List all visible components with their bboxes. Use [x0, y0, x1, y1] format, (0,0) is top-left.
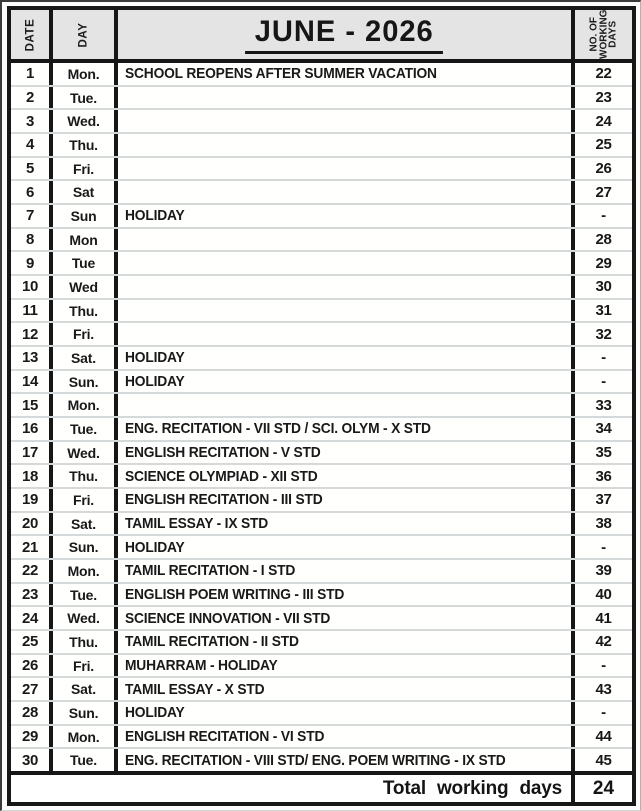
date-cell: 29: [11, 726, 53, 748]
event-cell: [118, 513, 575, 535]
event-cell: [118, 323, 575, 345]
working-days-cell: -: [601, 373, 606, 391]
event-text: ENGLISH RECITATION - V STD: [125, 444, 321, 462]
working-days-cell: -: [601, 657, 606, 675]
event-cell: [118, 560, 575, 582]
event-cell: [118, 655, 575, 677]
event-text: HOLIDAY: [125, 207, 185, 225]
table-row: [11, 345, 632, 369]
day-cell: Sun.: [53, 371, 118, 393]
event-cell: [118, 726, 575, 748]
event-cell: [118, 205, 575, 227]
working-days-cell: 23: [595, 89, 612, 106]
table-row: [11, 85, 632, 109]
working-days-column-header-cell: [575, 10, 632, 59]
day-cell: Sat.: [53, 513, 118, 535]
event-cell: [118, 465, 575, 487]
working-days-cell: -: [601, 704, 606, 722]
table-row: [11, 203, 632, 227]
working-days-cell: 35: [595, 444, 612, 462]
day-cell: Thu.: [53, 631, 118, 653]
working-days-cell: 30: [595, 278, 612, 296]
day-cell: Thu.: [53, 300, 118, 322]
working-days-cell: 25: [595, 136, 612, 154]
table-row: [11, 558, 632, 582]
table-header-row: [11, 10, 632, 63]
table-row: [11, 392, 632, 416]
event-text: HOLIDAY: [125, 538, 185, 556]
date-cell: 28: [11, 702, 53, 724]
event-text: HOLIDAY: [125, 704, 185, 722]
working-days-cell: 31: [595, 302, 612, 320]
total-working-days-label: Total working days: [11, 775, 575, 802]
date-cell: 20: [11, 513, 53, 535]
working-days-cell: 24: [595, 112, 612, 130]
event-text: SCIENCE INNOVATION - VII STD: [125, 609, 331, 627]
event-cell: [118, 536, 575, 558]
event-cell: [118, 229, 575, 251]
working-days-column-header: [589, 10, 618, 59]
event-text: TAMIL RECITATION - II STD: [125, 633, 299, 651]
date-cell: 1: [11, 63, 53, 85]
day-cell: Wed.: [53, 607, 118, 629]
table-row: [11, 487, 632, 511]
table-footer-row: [11, 771, 632, 802]
event-cell: [118, 134, 575, 156]
event-cell: [118, 181, 575, 203]
table-row: [11, 511, 632, 535]
table-row: [11, 582, 632, 606]
table-row: [11, 440, 632, 464]
day-cell: Wed.: [53, 110, 118, 132]
date-cell: 13: [11, 347, 53, 369]
date-cell: 10: [11, 276, 53, 298]
day-cell: Tue.: [53, 749, 118, 771]
event-text: TAMIL ESSAY - IX STD: [125, 515, 269, 533]
working-days-header-line-2: WORKING: [597, 9, 609, 60]
working-days-cell: 42: [595, 633, 612, 651]
event-cell: [118, 158, 575, 180]
working-days-cell: 37: [595, 491, 612, 509]
table-row: [11, 605, 632, 629]
day-cell: Mon.: [53, 394, 118, 416]
day-column-header-cell: [53, 10, 118, 59]
table-row: [11, 321, 632, 345]
event-cell: [118, 300, 575, 322]
event-cell: [118, 489, 575, 511]
working-days-cell: -: [601, 349, 606, 367]
table-row: [11, 274, 632, 298]
day-cell: Thu.: [53, 465, 118, 487]
table-row: [11, 653, 632, 677]
day-cell: Mon: [53, 229, 118, 251]
day-cell: Tue: [53, 252, 118, 274]
event-cell: [118, 63, 575, 85]
event-text: ENG. RECITATION - VII STD / SCI. OLYM - X STD: [125, 420, 431, 438]
date-cell: 5: [11, 158, 53, 180]
working-days-cell: 27: [595, 183, 612, 201]
day-cell: Sat: [53, 181, 118, 203]
table-row: [11, 534, 632, 558]
event-text: ENGLISH POEM WRITING - III STD: [125, 586, 345, 604]
working-days-cell: 22: [595, 65, 612, 83]
date-cell: 11: [11, 300, 53, 322]
date-cell: 3: [11, 110, 53, 132]
month-title: JUNE - 2026: [245, 15, 443, 54]
day-cell: Wed.: [53, 442, 118, 464]
event-cell: [118, 252, 575, 274]
event-text: TAMIL ESSAY - X STD: [125, 680, 265, 698]
working-days-cell: 28: [595, 231, 612, 249]
date-cell: 16: [11, 418, 53, 440]
day-cell: Tue.: [53, 418, 118, 440]
event-text: TAMIL RECITATION - I STD: [125, 562, 296, 580]
date-cell: 12: [11, 323, 53, 345]
day-cell: Sat.: [53, 347, 118, 369]
day-cell: Mon.: [53, 63, 118, 85]
event-cell: [118, 371, 575, 393]
table-row: [11, 463, 632, 487]
working-days-cell: -: [601, 538, 606, 556]
event-text: SCIENCE OLYMPIAD - XII STD: [125, 467, 318, 485]
date-cell: 23: [11, 584, 53, 606]
date-cell: 9: [11, 252, 53, 274]
working-days-cell: 41: [595, 609, 612, 627]
date-cell: 14: [11, 371, 53, 393]
working-days-cell: 26: [595, 160, 612, 178]
day-cell: Sun: [53, 205, 118, 227]
table-row: [11, 298, 632, 322]
day-cell: Fri.: [53, 655, 118, 677]
event-text: HOLIDAY: [125, 349, 185, 367]
working-days-cell: 36: [595, 467, 612, 485]
day-cell: Mon.: [53, 560, 118, 582]
date-cell: 15: [11, 394, 53, 416]
day-cell: Thu.: [53, 134, 118, 156]
date-cell: 27: [11, 678, 53, 700]
working-days-header-line-3: DAYS: [607, 21, 619, 48]
date-column-header-cell: [11, 10, 53, 59]
day-cell: Fri.: [53, 323, 118, 345]
date-cell: 19: [11, 489, 53, 511]
event-cell: [118, 678, 575, 700]
event-cell: [118, 276, 575, 298]
table-row: [11, 156, 632, 180]
event-cell: [118, 110, 575, 132]
date-cell: 24: [11, 607, 53, 629]
table-row: [11, 179, 632, 203]
day-cell: Sun.: [53, 536, 118, 558]
date-cell: 4: [11, 134, 53, 156]
table-row: [11, 747, 632, 771]
event-cell: [118, 584, 575, 606]
june-calendar-table: [7, 6, 636, 806]
working-days-cell: 33: [595, 396, 612, 414]
day-cell: Mon.: [53, 726, 118, 748]
working-days-cell: 32: [595, 325, 612, 343]
working-days-cell: 34: [595, 420, 612, 438]
event-text: ENG. RECITATION - VIII STD/ ENG. POEM WRITING - IX STD: [125, 751, 506, 769]
working-days-cell: 29: [595, 254, 612, 272]
event-text: ENGLISH RECITATION - III STD: [125, 491, 323, 509]
month-title-cell: [118, 10, 575, 59]
event-cell: [118, 394, 575, 416]
working-days-cell: 44: [595, 728, 612, 746]
date-cell: 22: [11, 560, 53, 582]
working-days-cell: 38: [595, 515, 612, 533]
day-cell: Sun.: [53, 702, 118, 724]
date-cell: 6: [11, 181, 53, 203]
event-cell: [118, 442, 575, 464]
date-cell: 2: [11, 87, 53, 109]
table-row: [11, 63, 632, 85]
date-cell: 21: [11, 536, 53, 558]
event-text: ENGLISH RECITATION - VI STD: [125, 728, 325, 746]
table-body: [11, 63, 632, 771]
working-days-cell: 40: [595, 586, 612, 604]
date-cell: 17: [11, 442, 53, 464]
event-text: MUHARRAM - HOLIDAY: [125, 657, 278, 675]
table-row: [11, 676, 632, 700]
day-cell: Tue.: [53, 87, 118, 109]
day-cell: Fri.: [53, 158, 118, 180]
table-row: [11, 369, 632, 393]
date-cell: 8: [11, 229, 53, 251]
date-cell: 30: [11, 749, 53, 771]
table-row: [11, 700, 632, 724]
event-cell: [118, 347, 575, 369]
day-column-header: DAY: [77, 21, 90, 48]
day-cell: Sat.: [53, 678, 118, 700]
date-cell: 25: [11, 631, 53, 653]
total-working-days-value: 24: [592, 777, 615, 799]
working-days-cell: 45: [595, 751, 612, 769]
date-cell: 18: [11, 465, 53, 487]
event-cell: [118, 749, 575, 771]
table-row: [11, 629, 632, 653]
event-text: SCHOOL REOPENS AFTER SUMMER VACATION: [125, 65, 437, 83]
date-cell: 26: [11, 655, 53, 677]
working-days-cell: -: [601, 207, 606, 225]
event-cell: [118, 418, 575, 440]
day-cell: Wed: [53, 276, 118, 298]
event-cell: [118, 87, 575, 109]
day-cell: Fri.: [53, 489, 118, 511]
event-cell: [118, 607, 575, 629]
table-row: [11, 227, 632, 251]
event-cell: [118, 702, 575, 724]
table-row: [11, 250, 632, 274]
working-days-cell: 43: [595, 680, 612, 698]
table-row: [11, 108, 632, 132]
day-cell: Tue.: [53, 584, 118, 606]
working-days-cell: 39: [595, 562, 612, 580]
table-row: [11, 132, 632, 156]
date-column-header: DATE: [23, 18, 36, 51]
event-cell: [118, 631, 575, 653]
table-row: [11, 416, 632, 440]
date-cell: 7: [11, 205, 53, 227]
working-days-header-line-1: NO. OF: [588, 17, 600, 52]
event-text: HOLIDAY: [125, 373, 185, 391]
table-row: [11, 724, 632, 748]
